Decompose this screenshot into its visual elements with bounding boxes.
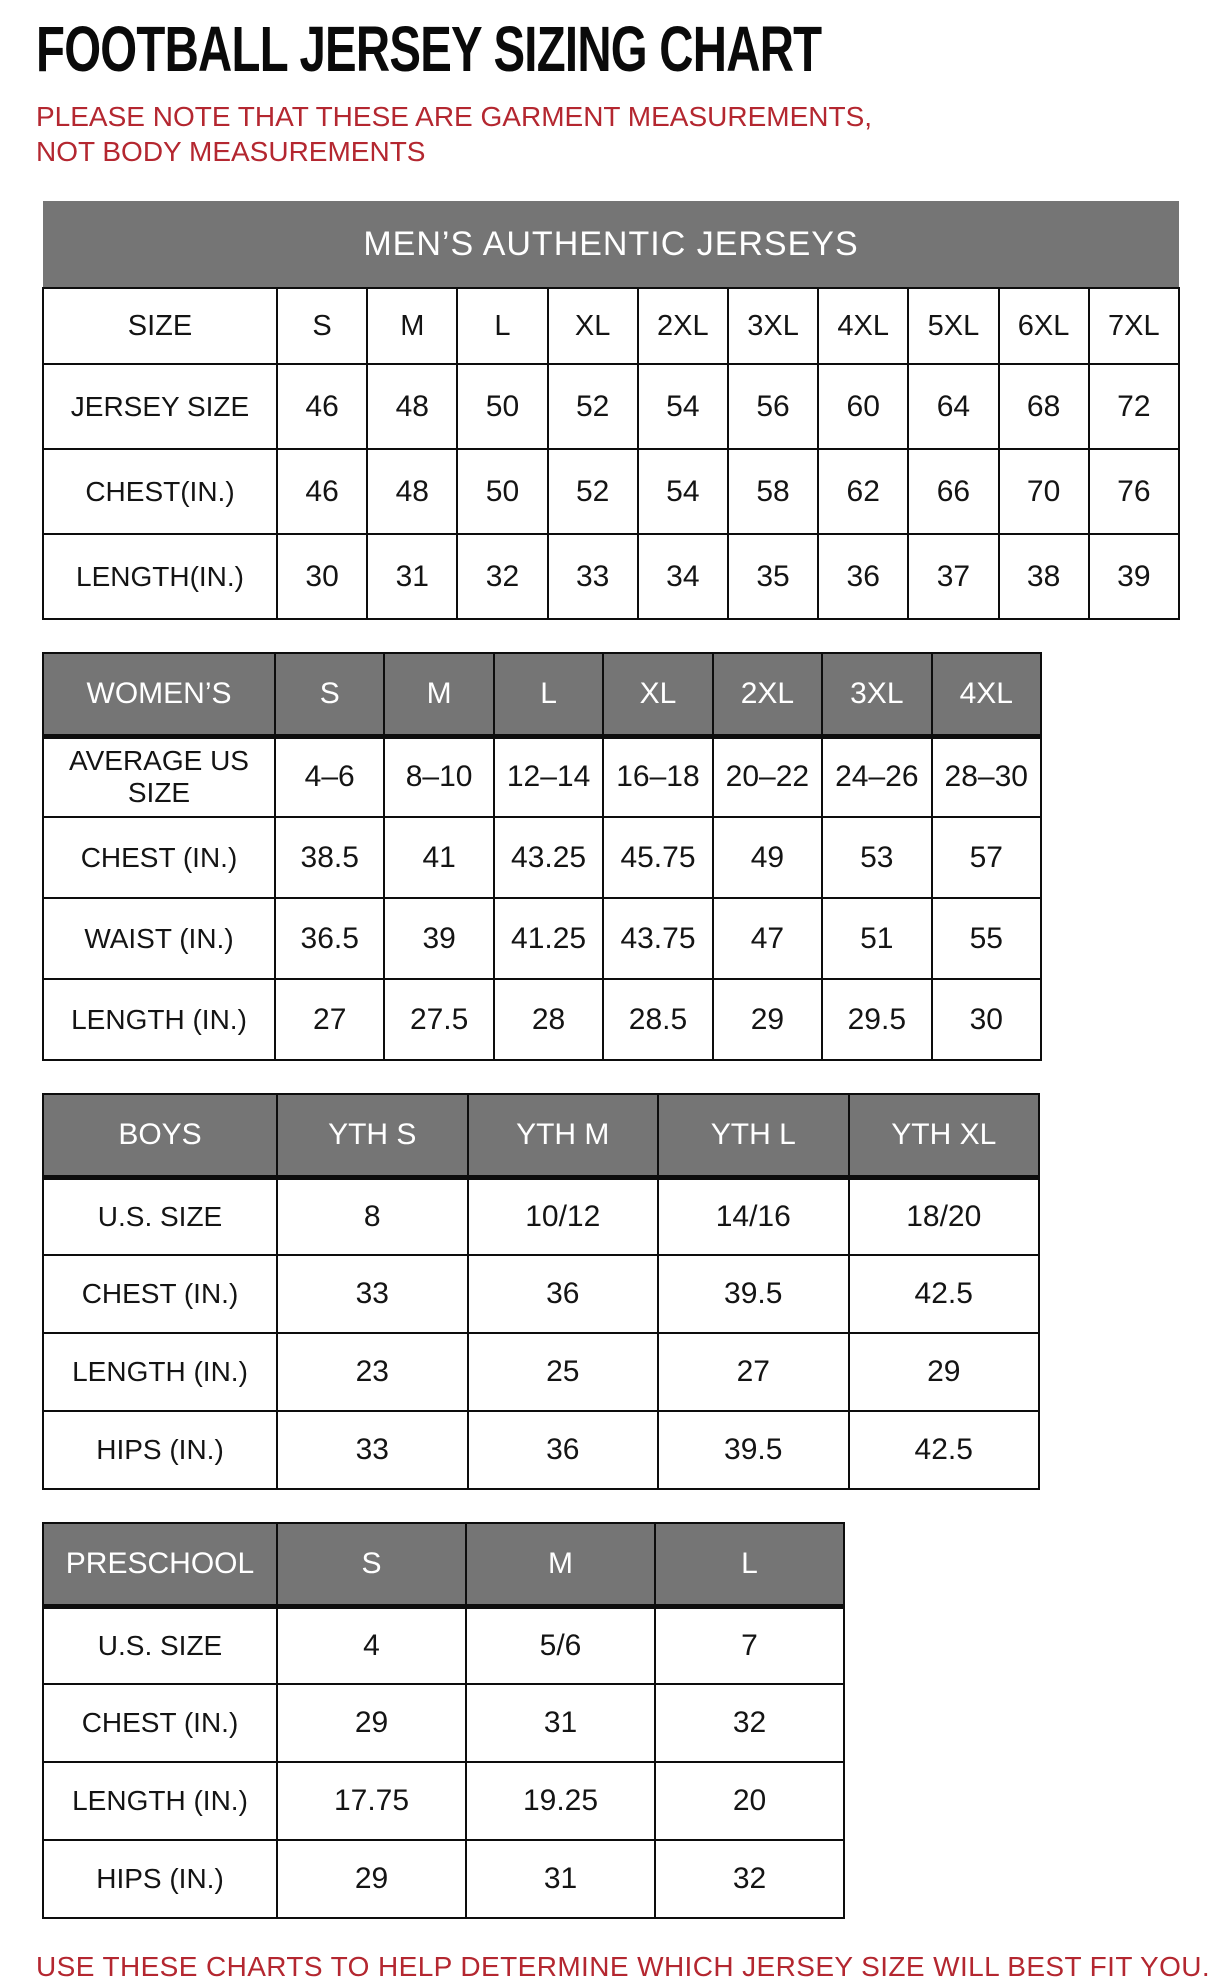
womens-row-label-average-us-size: AVERAGE US SIZE — [43, 736, 275, 817]
preschool-chest-in-l: 32 — [655, 1684, 844, 1762]
womens-average-us-size-3xl: 24–26 — [822, 736, 931, 817]
womens-length-in-l: 28 — [494, 979, 603, 1060]
mens-chest-in-2xl: 54 — [638, 449, 728, 534]
mens-col-header-6xl: 6XL — [999, 288, 1089, 364]
womens-waist-in-4xl: 55 — [932, 898, 1041, 979]
womens-length-in-4xl: 30 — [932, 979, 1041, 1060]
mens-chest-in-m: 48 — [367, 449, 457, 534]
mens-jersey-size-m: 48 — [367, 364, 457, 449]
mens-chest-in-3xl: 58 — [728, 449, 818, 534]
mens-jersey-size-7xl: 72 — [1089, 364, 1179, 449]
womens-sizing-table — [42, 652, 1042, 1061]
mens-row-length-in — [43, 534, 1179, 619]
womens-length-in-m: 27.5 — [384, 979, 493, 1060]
mens-col-header-4xl: 4XL — [818, 288, 908, 364]
boys-length-in-yth-l: 27 — [658, 1333, 849, 1411]
mens-sizing-table — [42, 201, 1180, 620]
womens-average-us-size-l: 12–14 — [494, 736, 603, 817]
womens-waist-in-2xl: 47 — [713, 898, 822, 979]
womens-col-header-s: S — [275, 653, 384, 736]
preschool-row-label-u-s-size: U.S. SIZE — [43, 1606, 277, 1684]
mens-length-in-2xl: 34 — [638, 534, 728, 619]
mens-length-in-l: 32 — [457, 534, 547, 619]
preschool-length-in-m: 19.25 — [466, 1762, 655, 1840]
preschool-u-s-size-l: 7 — [655, 1606, 844, 1684]
boys-hips-in-yth-l: 39.5 — [658, 1411, 849, 1489]
preschool-row-label-length-in: LENGTH (IN.) — [43, 1762, 277, 1840]
boys-u-s-size-yth-s: 8 — [277, 1177, 468, 1255]
mens-row-label-length-in: LENGTH(IN.) — [43, 534, 277, 619]
preschool-row-length-in — [43, 1762, 844, 1840]
mens-chest-in-6xl: 70 — [999, 449, 1089, 534]
womens-average-us-size-xl: 16–18 — [603, 736, 712, 817]
preschool-hips-in-m: 31 — [466, 1840, 655, 1918]
mens-jersey-size-6xl: 68 — [999, 364, 1089, 449]
mens-length-in-7xl: 39 — [1089, 534, 1179, 619]
mens-chest-in-5xl: 66 — [908, 449, 998, 534]
mens-col-header-xl: XL — [548, 288, 638, 364]
boys-row-length-in — [43, 1333, 1039, 1411]
mens-row-label-jersey-size: JERSEY SIZE — [43, 364, 277, 449]
boys-hips-in-yth-m: 36 — [468, 1411, 659, 1489]
boys-u-s-size-yth-m: 10/12 — [468, 1177, 659, 1255]
womens-col-header-2xl: 2XL — [713, 653, 822, 736]
boys-chest-in-yth-m: 36 — [468, 1255, 659, 1333]
womens-row-average-us-size — [43, 736, 1041, 817]
mens-chest-in-l: 50 — [457, 449, 547, 534]
preschool-row-label-hips-in: HIPS (IN.) — [43, 1840, 277, 1918]
boys-row-label-chest-in: CHEST (IN.) — [43, 1255, 277, 1333]
womens-waist-in-m: 39 — [384, 898, 493, 979]
womens-length-in-2xl: 29 — [713, 979, 822, 1060]
mens-header-row — [43, 288, 1179, 364]
preschool-sizing-table — [42, 1522, 845, 1919]
mens-jersey-size-l: 50 — [457, 364, 547, 449]
womens-col-header-xl: XL — [603, 653, 712, 736]
mens-col-header-m: M — [367, 288, 457, 364]
boys-col-header-yth-l: YTH L — [658, 1094, 849, 1177]
preschool-hips-in-s: 29 — [277, 1840, 466, 1918]
tables-container — [36, 201, 1192, 1919]
mens-row-jersey-size — [43, 364, 1179, 449]
preschool-hips-in-l: 32 — [655, 1840, 844, 1918]
boys-length-in-yth-m: 25 — [468, 1333, 659, 1411]
mens-banner-row — [43, 201, 1179, 288]
page-title: FOOTBALL JERSEY SIZING CHART — [36, 13, 822, 85]
mens-jersey-size-xl: 52 — [548, 364, 638, 449]
boys-sizing-table — [42, 1093, 1040, 1490]
womens-chest-in-4xl: 57 — [932, 817, 1041, 898]
preschool-row-u-s-size — [43, 1606, 844, 1684]
mens-row-chest-in — [43, 449, 1179, 534]
womens-row-label-chest-in: CHEST (IN.) — [43, 817, 275, 898]
womens-col-header-3xl: 3XL — [822, 653, 931, 736]
boys-row-label-hips-in: HIPS (IN.) — [43, 1411, 277, 1489]
mens-chest-in-xl: 52 — [548, 449, 638, 534]
boys-col-header-yth-s: YTH S — [277, 1094, 468, 1177]
mens-jersey-size-5xl: 64 — [908, 364, 998, 449]
womens-chest-in-s: 38.5 — [275, 817, 384, 898]
boys-col-header-yth-m: YTH M — [468, 1094, 659, 1177]
mens-jersey-size-2xl: 54 — [638, 364, 728, 449]
womens-header-row — [43, 653, 1041, 736]
womens-average-us-size-s: 4–6 — [275, 736, 384, 817]
womens-average-us-size-4xl: 28–30 — [932, 736, 1041, 817]
womens-chest-in-m: 41 — [384, 817, 493, 898]
mens-length-in-4xl: 36 — [818, 534, 908, 619]
boys-u-s-size-yth-xl: 18/20 — [849, 1177, 1040, 1255]
womens-waist-in-3xl: 51 — [822, 898, 931, 979]
womens-waist-in-s: 36.5 — [275, 898, 384, 979]
mens-length-in-s: 30 — [277, 534, 367, 619]
boys-u-s-size-yth-l: 14/16 — [658, 1177, 849, 1255]
womens-waist-in-l: 41.25 — [494, 898, 603, 979]
mens-length-in-5xl: 37 — [908, 534, 998, 619]
preschool-col-header-m: M — [466, 1523, 655, 1606]
footer-note: USE THESE CHARTS TO HELP DETERMINE WHICH JERSEY SIZE WILL BEST FIT YOU. — [36, 1951, 1211, 1983]
preschool-length-in-l: 20 — [655, 1762, 844, 1840]
boys-col-header-yth-xl: YTH XL — [849, 1094, 1040, 1177]
garment-measurements-note: PLEASE NOTE THAT THESE ARE GARMENT MEASUREMENTS, NOT BODY MEASUREMENTS — [36, 101, 873, 168]
preschool-row-label-chest-in: CHEST (IN.) — [43, 1684, 277, 1762]
preschool-chest-in-s: 29 — [277, 1684, 466, 1762]
mens-chest-in-s: 46 — [277, 449, 367, 534]
mens-banner: MEN’S AUTHENTIC JERSEYS — [43, 201, 1179, 288]
mens-col-header-7xl: 7XL — [1089, 288, 1179, 364]
womens-chest-in-xl: 45.75 — [603, 817, 712, 898]
womens-row-label-waist-in: WAIST (IN.) — [43, 898, 275, 979]
boys-row-label-u-s-size: U.S. SIZE — [43, 1177, 277, 1255]
preschool-row-chest-in — [43, 1684, 844, 1762]
boys-chest-in-yth-l: 39.5 — [658, 1255, 849, 1333]
preschool-col-header-preschool: PRESCHOOL — [43, 1523, 277, 1606]
womens-col-header-4xl: 4XL — [932, 653, 1041, 736]
boys-length-in-yth-xl: 29 — [849, 1333, 1040, 1411]
womens-row-length-in — [43, 979, 1041, 1060]
boys-row-label-length-in: LENGTH (IN.) — [43, 1333, 277, 1411]
mens-length-in-3xl: 35 — [728, 534, 818, 619]
preschool-col-header-l: L — [655, 1523, 844, 1606]
boys-row-u-s-size — [43, 1177, 1039, 1255]
boys-chest-in-yth-s: 33 — [277, 1255, 468, 1333]
womens-average-us-size-2xl: 20–22 — [713, 736, 822, 817]
womens-row-label-length-in: LENGTH (IN.) — [43, 979, 275, 1060]
boys-col-header-boys: BOYS — [43, 1094, 277, 1177]
womens-waist-in-xl: 43.75 — [603, 898, 712, 979]
boys-hips-in-yth-xl: 42.5 — [849, 1411, 1040, 1489]
mens-jersey-size-3xl: 56 — [728, 364, 818, 449]
preschool-header-row — [43, 1523, 844, 1606]
mens-row-label-chest-in: CHEST(IN.) — [43, 449, 277, 534]
mens-chest-in-4xl: 62 — [818, 449, 908, 534]
mens-col-header-l: L — [457, 288, 547, 364]
womens-length-in-3xl: 29.5 — [822, 979, 931, 1060]
boys-row-hips-in — [43, 1411, 1039, 1489]
preschool-length-in-s: 17.75 — [277, 1762, 466, 1840]
preschool-col-header-s: S — [277, 1523, 466, 1606]
preschool-row-hips-in — [43, 1840, 844, 1918]
mens-chest-in-7xl: 76 — [1089, 449, 1179, 534]
preschool-u-s-size-s: 4 — [277, 1606, 466, 1684]
mens-length-in-xl: 33 — [548, 534, 638, 619]
womens-chest-in-3xl: 53 — [822, 817, 931, 898]
womens-row-chest-in — [43, 817, 1041, 898]
mens-length-in-m: 31 — [367, 534, 457, 619]
preschool-u-s-size-m: 5/6 — [466, 1606, 655, 1684]
womens-chest-in-2xl: 49 — [713, 817, 822, 898]
womens-col-header-l: L — [494, 653, 603, 736]
boys-length-in-yth-s: 23 — [277, 1333, 468, 1411]
mens-jersey-size-4xl: 60 — [818, 364, 908, 449]
boys-hips-in-yth-s: 33 — [277, 1411, 468, 1489]
mens-length-in-6xl: 38 — [999, 534, 1089, 619]
mens-col-header-5xl: 5XL — [908, 288, 998, 364]
preschool-chest-in-m: 31 — [466, 1684, 655, 1762]
womens-average-us-size-m: 8–10 — [384, 736, 493, 817]
womens-length-in-xl: 28.5 — [603, 979, 712, 1060]
mens-jersey-size-s: 46 — [277, 364, 367, 449]
womens-chest-in-l: 43.25 — [494, 817, 603, 898]
boys-row-chest-in — [43, 1255, 1039, 1333]
womens-row-waist-in — [43, 898, 1041, 979]
womens-col-header-women-s: WOMEN’S — [43, 653, 275, 736]
boys-chest-in-yth-xl: 42.5 — [849, 1255, 1040, 1333]
mens-col-header-2xl: 2XL — [638, 288, 728, 364]
womens-length-in-s: 27 — [275, 979, 384, 1060]
mens-col-header-3xl: 3XL — [728, 288, 818, 364]
womens-col-header-m: M — [384, 653, 493, 736]
boys-header-row — [43, 1094, 1039, 1177]
mens-col-header-size: SIZE — [43, 288, 277, 364]
mens-col-header-s: S — [277, 288, 367, 364]
